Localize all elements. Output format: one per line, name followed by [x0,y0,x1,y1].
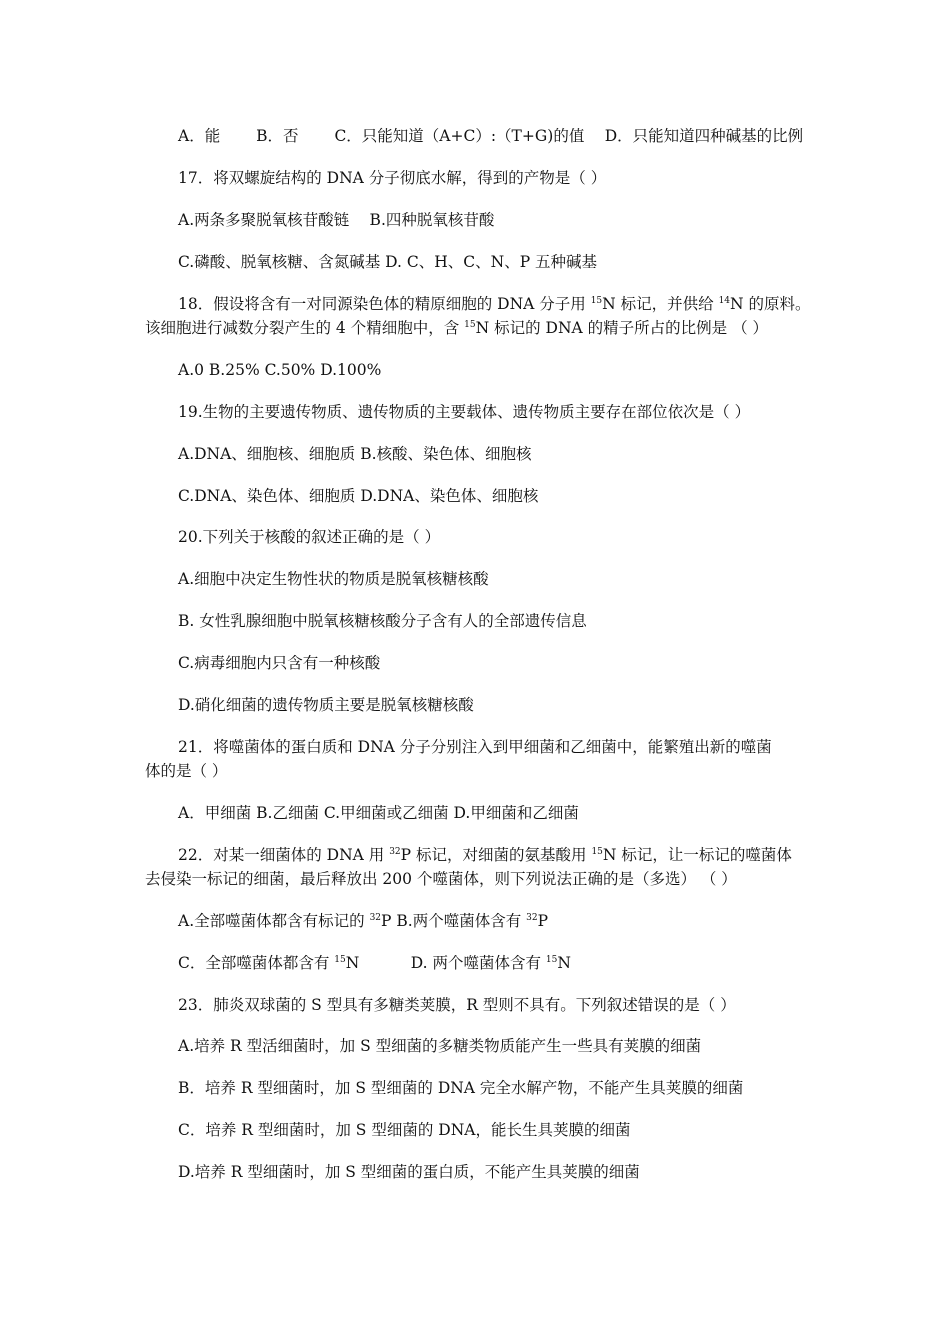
q17-options-ab: A.两条多聚脱氧核苷酸链 B.四种脱氧核苷酸 [178,211,495,229]
q20-option-b: B. 女性乳腺细胞中脱氧核糖核酸分子含有人的全部遗传信息 [178,612,587,630]
q22-options-ab: A.全部噬菌体都含有标记的 $^{32}$P B.两个噬菌体含有 $^{32}$P [178,912,549,930]
q21-options: A．甲细菌 B.乙细菌 C.甲细菌或乙细菌 D.甲细菌和乙细菌 [178,804,579,822]
q23-option-c: C．培养 R 型细菌时，加 S 型细菌的 DNA，能长生具荚膜的细菌 [178,1121,631,1139]
q19-options-cd: C.DNA、染色体、细胞质 D.DNA、染色体、细胞核 [178,487,539,505]
q17-stem: 17．将双螺旋结构的 DNA 分子彻底水解，得到的产物是（ ） [178,169,607,187]
q19-stem: 19.生物的主要遗传物质、遗传物质的主要载体、遗传物质主要存在部位依次是（ ） [178,403,751,421]
q22-stem-line1: 22．对某一细菌体的 DNA 用 $^{32}$P 标记，对细菌的氨基酸用 $^{15}$N 标记，让一标记的噬菌体 [178,846,792,864]
q20-option-a: A.细胞中决定生物性状的物质是脱氧核糖核酸 [178,570,489,588]
q21-stem-line1: 21．将噬菌体的蛋白质和 DNA 分子分别注入到甲细菌和乙细菌中，能繁殖出新的噬菌 [178,738,772,756]
q23-option-a: A.培养 R 型活细菌时，加 S 型细菌的多糖类物质能产生一些具有荚膜的细菌 [178,1037,702,1055]
q18-options: A.0 B.25% C.50% D.100% [178,361,382,379]
q16-options: A．能 B．否 C．只能知道（A+C）:（T+G)的值 D．只能知道四种碱基的比例 [178,127,804,145]
q23-option-d: D.培养 R 型细菌时，加 S 型细菌的蛋白质，不能产生具荚膜的细菌 [178,1163,640,1181]
q20-option-d: D.硝化细菌的遗传物质主要是脱氧核糖核酸 [178,696,474,714]
q23-option-b: B．培养 R 型细菌时，加 S 型细菌的 DNA 完全水解产物，不能产生具荚膜的细菌 [178,1079,744,1097]
q18-stem-line1: 18．假设将含有一对同源染色体的精原细胞的 DNA 分子用 $^{15}$N 标记，并供给 $^{14}$N 的原料。 [178,295,811,313]
q23-stem: 23．肺炎双球菌的 S 型具有多糖类荚膜，R 型则不具有。下列叙述错误的是（ ） [178,996,736,1014]
q22-options-cd: C．全部噬菌体都含有 $^{15}$N D. 两个噬菌体含有 $^{15}$N [178,954,571,972]
q18-stem-line2: 该细胞进行减数分裂产生的 4 个精细胞中，含 $^{15}$N 标记的 DNA 的精子所占的比例是 （ ） [145,319,768,337]
q17-options-cd: C.磷酸、脱氧核糖、含氮碱基 D. C、H、C、N、P 五种碱基 [178,253,598,271]
q21-stem-line2: 体的是（ ） [145,762,228,780]
q20-stem: 20.下列关于核酸的叙述正确的是（ ） [178,528,441,546]
q19-options-ab: A.DNA、细胞核、细胞质 B.核酸、染色体、细胞核 [178,445,532,463]
q20-option-c: C.病毒细胞内只含有一种核酸 [178,654,381,672]
q22-stem-line2: 去侵染一标记的细菌，最后释放出 200 个噬菌体，则下列说法正确的是（多选） （ ） [145,870,737,888]
